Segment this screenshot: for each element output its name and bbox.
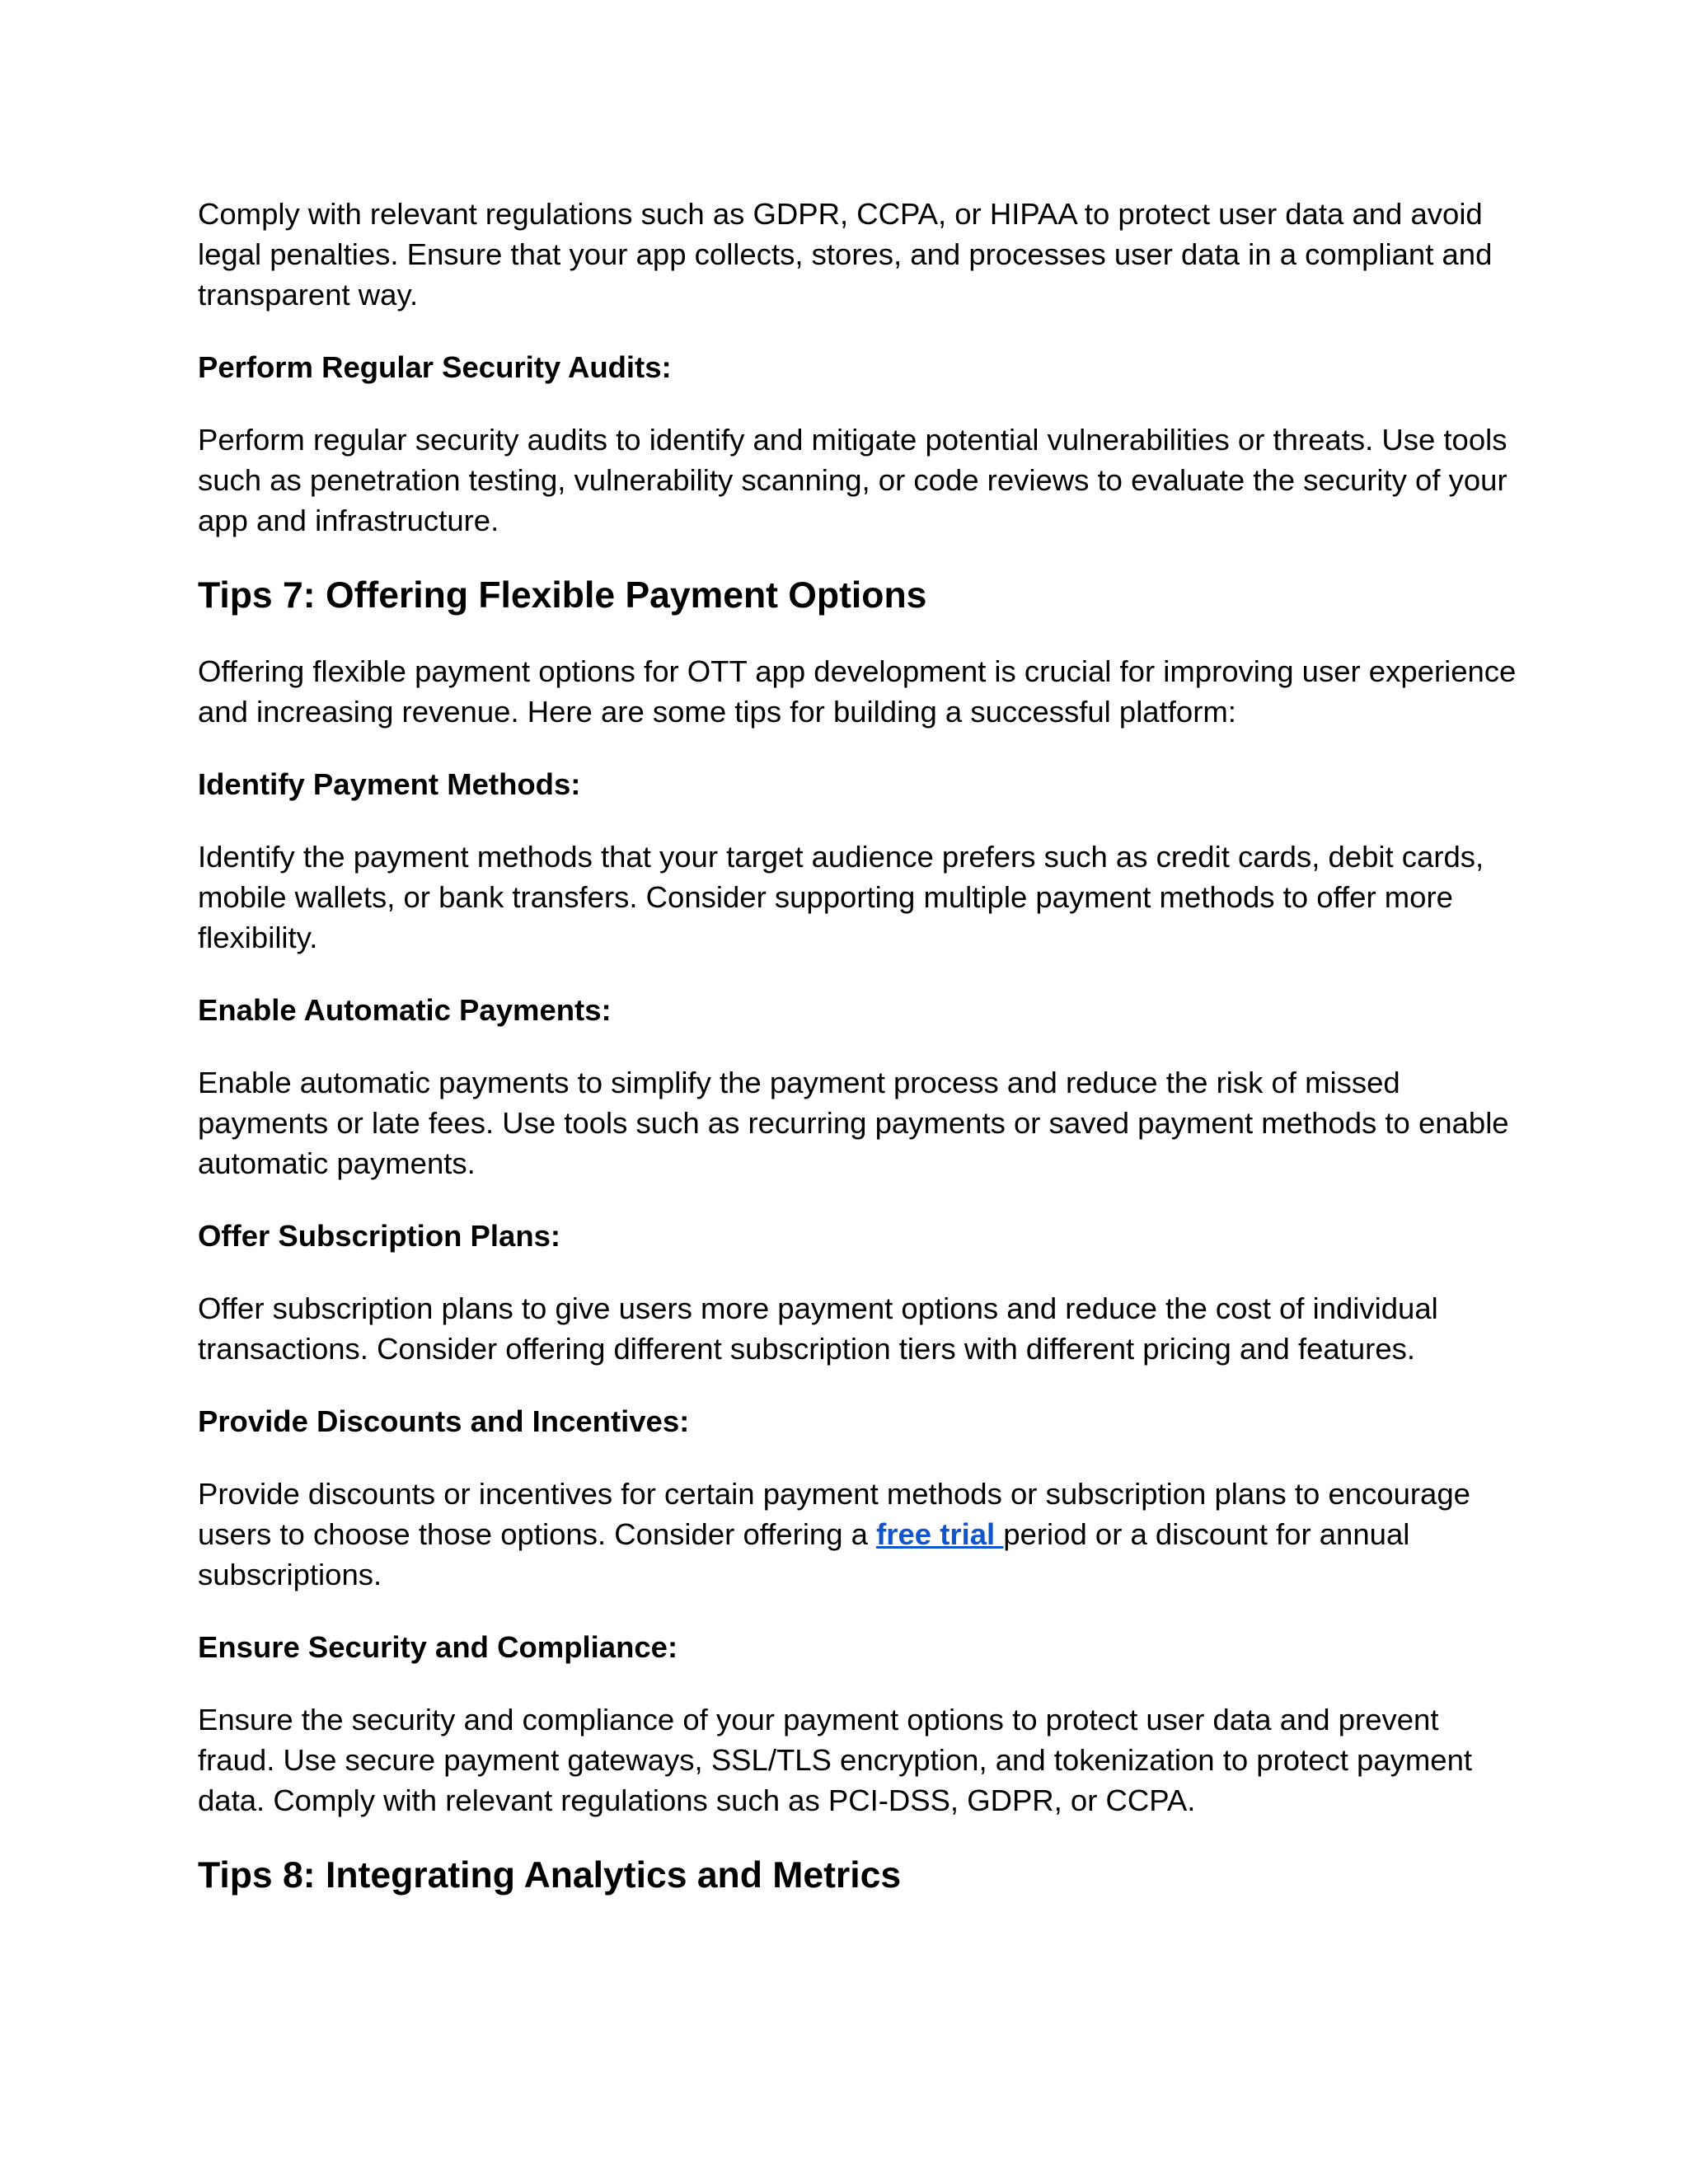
discounts-paragraph <box>198 1474 1517 1595</box>
security-paragraph: Ensure the security and compliance of your payment options to protect user data and prevent fraud. Use secure payment gateways, SSL/TLS encryption, and tokenization to protect payment data. Comply with relevant regulations such as PCI-DSS, GDPR, or CCPA. <box>198 1703 1473 1817</box>
discounts-text-after: period or a discount for annual subscriptions. <box>198 1517 1410 1591</box>
tips7-heading: Tips 7: Offering Flexible Payment Options <box>198 575 927 616</box>
identify-subheading: Identify Payment Methods: <box>198 767 581 801</box>
subscription-subheading: Offer Subscription Plans: <box>198 1219 561 1253</box>
audits-subheading: Perform Regular Security Audits: <box>198 350 672 384</box>
compliance-paragraph: Comply with relevant regulations such as GDPR, CCPA, or HIPAA to protect user data and avoid legal penalties. Ensure that your app collects, stores, and processes user data in a compliant and transparent way. <box>198 197 1493 312</box>
security-subheading: Ensure Security and Compliance: <box>198 1630 678 1664</box>
subscription-paragraph: Offer subscription plans to give users more payment options and reduce the cost of individual transactions. Consider offering different subscription tiers with different pricing and features. <box>198 1291 1438 1366</box>
automatic-paragraph: Enable automatic payments to simplify the payment process and reduce the risk of missed payments or late fees. Use tools such as recurring payments or saved payment methods to enable automatic payments. <box>198 1066 1509 1180</box>
automatic-subheading: Enable Automatic Payments: <box>198 993 612 1027</box>
free-trial-link[interactable]: free trial <box>876 1517 1004 1551</box>
discounts-subheading: Provide Discounts and Incentives: <box>198 1404 690 1438</box>
tips7-intro-paragraph: Offering flexible payment options for OTT app development is crucial for improving user experience and increasing revenue. Here are some tips for building a successful platform: <box>198 654 1517 729</box>
identify-paragraph: Identify the payment methods that your target audience prefers such as credit cards, debit cards, mobile wallets, or bank transfers. Consider supporting multiple payment methods to offer more flexibility. <box>198 840 1484 954</box>
discounts-text-before: Provide discounts or incentives for certain payment methods or subscription plans to encourage users to choose those options. Consider offering a <box>198 1477 1470 1551</box>
audits-paragraph: Perform regular security audits to identify and mitigate potential vulnerabilities or threats. Use tools such as penetration testing, vulnerability scanning, or code reviews to evaluate the security of your app and infrastructure. <box>198 423 1507 537</box>
document-page <box>198 194 1517 1931</box>
tips8-heading: Tips 8: Integrating Analytics and Metrics <box>198 1855 902 1896</box>
